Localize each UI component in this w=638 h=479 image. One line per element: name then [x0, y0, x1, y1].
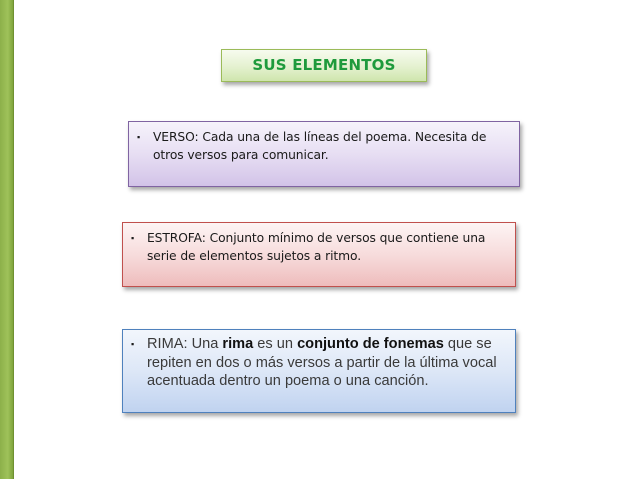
- square-bullet-icon: ▪: [137, 132, 141, 142]
- title-box: [221, 49, 427, 82]
- verso-text: VERSO: Cada una de las líneas del poema. Necesita de otros versos para comunicar.: [153, 130, 487, 162]
- verso-item: [137, 128, 511, 164]
- estrofa-box: [122, 222, 516, 287]
- square-bullet-icon: ▪: [131, 339, 135, 349]
- estrofa-text: ESTROFA: Conjunto mínimo de versos que contiene una serie de elementos sujetos a ritmo.: [147, 231, 486, 263]
- rima-bold-definition: conjunto de fonemas: [297, 336, 444, 352]
- estrofa-item: [131, 229, 507, 265]
- square-bullet-icon: ▪: [131, 233, 135, 243]
- rima-text-part1: RIMA: Una: [147, 336, 223, 352]
- rima-text: [147, 335, 507, 391]
- verso-box: [128, 121, 520, 187]
- rima-text-part2: es un: [253, 336, 298, 352]
- rima-text-part3: que se repiten en dos o más versos a partir de la última vocal acentuada dentro un poema o una canción.: [147, 336, 497, 389]
- rima-bold-term: rima: [222, 336, 254, 352]
- page-title: SUS ELEMENTOS: [252, 56, 396, 74]
- rima-box: [122, 329, 516, 413]
- slide-side-bar: [0, 0, 14, 479]
- rima-item: [131, 335, 507, 391]
